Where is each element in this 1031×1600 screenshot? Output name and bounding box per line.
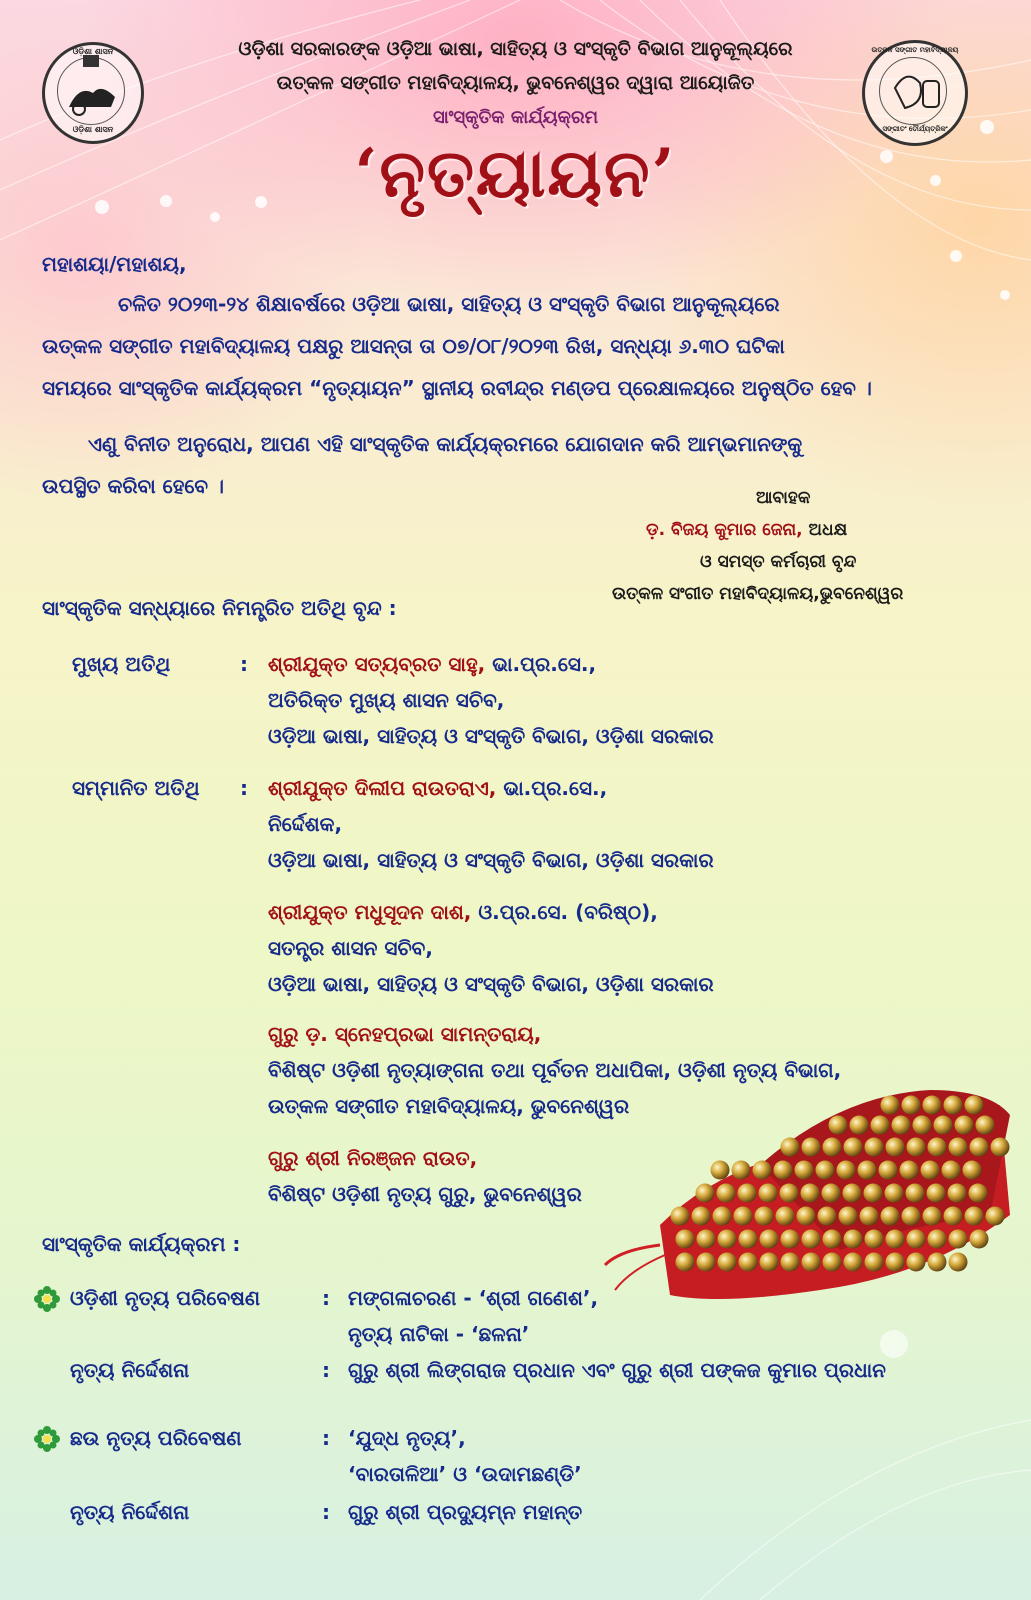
bell-icon	[844, 1138, 863, 1157]
paragraph-1-line-2: ଉତ୍କଳ ସଙ୍ଗୀତ ମହାବିଦ୍ୟାଳୟ ପକ୍ଷରୁ ଆସନ୍ତା ତା ୦୭/୦୮/୨୦୨୩ ରିଖ, ସନ୍ଧ୍ୟା ୬.୩୦ ଘଟିକା	[42, 334, 785, 358]
chief-guest-label: ମୁଖ୍ୟ ଅତିଥି	[72, 652, 171, 676]
bell-icon	[969, 1184, 988, 1203]
bell-icon	[864, 1184, 883, 1203]
bell-icon	[818, 1207, 837, 1226]
bell-icon	[780, 1184, 799, 1203]
honoured-guest-2-line-3: ଓଡ଼ିଆ ଭାଷା, ସାହିତ୍ୟ ଓ ସଂସ୍କୃତି ବିଭାଗ, ଓଡ଼ିଶା ସରକାର	[268, 972, 714, 996]
bell-icon	[986, 1207, 1005, 1226]
bell-icon	[886, 1138, 905, 1157]
honoured-guest-3-line-2: ବିଶିଷ୍ଟ ଓଡ଼ିଶୀ ନୃତ୍ୟାଙ୍ଗନା ତଥା ପୂର୍ବତନ ଅଧାପିକା, ଓଡ଼ିଶୀ ନୃତ୍ୟ ବିଭାଗ,	[268, 1058, 842, 1082]
bell-icon	[843, 1184, 862, 1203]
odissi-direction-label: ନୃତ୍ୟ ନିର୍ଦ୍ଦେଶନା	[70, 1358, 190, 1382]
bell-icon	[902, 1096, 921, 1115]
bell-icon	[949, 1230, 968, 1249]
bell-icon	[907, 1138, 926, 1157]
honoured-guest-1-line-2: ନିର୍ଦ୍ଦେଶକ,	[268, 812, 343, 836]
bell-icon	[697, 1253, 716, 1272]
honoured-guest-label: ସମ୍ମାନିତ ଅତିଥି	[72, 776, 200, 800]
bell-icon	[858, 1161, 877, 1180]
bell-icon	[991, 1138, 1010, 1157]
chhau-direction-colon: :	[322, 1500, 330, 1524]
bell-icon	[776, 1207, 795, 1226]
paragraph-2-line-2: ଉପସ୍ଥିତ କରିବା ହେବେ ।	[42, 474, 224, 498]
bell-icon	[902, 1207, 921, 1226]
bell-icon	[759, 1184, 778, 1203]
bell-icon	[948, 1184, 967, 1203]
bell-icon	[871, 1116, 890, 1135]
bell-icon	[739, 1253, 758, 1272]
bell-icon	[823, 1138, 842, 1157]
honoured-guest-4-line-2: ବିଶିଷ୍ଟ ଓଡ଼ିଶୀ ନୃତ୍ୟ ଗୁରୁ, ଭୁବନେଶ୍ୱର	[268, 1182, 582, 1206]
honoured-guest-4-name: ଗୁରୁ ଶ୍ରୀ ନିରଞ୍ଜନ ରାଉତ,	[268, 1146, 478, 1170]
bell-icon	[934, 1116, 953, 1135]
bell-icon	[900, 1161, 919, 1180]
bell-icon	[823, 1253, 842, 1272]
chief-guest-name: ଶ୍ରୀଯୁକ୍ତ ସତ୍ୟବ୍ରତ ସାହୁ,	[268, 652, 486, 676]
honoured-guest-1-name: ଶ୍ରୀଯୁକ୍ତ ଦିଲୀପ ରାଉତରାଏ,	[268, 776, 497, 800]
bell-icon	[955, 1116, 974, 1135]
bell-icon	[928, 1138, 947, 1157]
bell-icon	[739, 1230, 758, 1249]
bell-icon	[713, 1207, 732, 1226]
bell-icon	[697, 1230, 716, 1249]
chhau-direction-label: ନୃତ୍ୟ ନିର୍ଦ୍ଦେଶନା	[70, 1500, 190, 1524]
bell-icon	[963, 1161, 982, 1180]
bell-icon	[944, 1207, 963, 1226]
odissi-direction-colon: :	[322, 1358, 330, 1382]
bell-icon	[829, 1116, 848, 1135]
bell-icon	[879, 1161, 898, 1180]
bell-icon	[837, 1161, 856, 1180]
bell-icon	[965, 1096, 984, 1115]
paragraph-1-line-3: ସମୟରେ ସାଂସ୍କୃତିକ କାର୍ଯ୍ୟକ୍ରମ “ନୃତ୍ୟାୟନ” ସ୍ଥାନୀୟ ରବୀନ୍ଦ୍ର ମଣ୍ଡପ ପ୍ରେକ୍ଷାଳୟରେ ଅନୁଷ୍ଠିତ ହେବ ।	[42, 376, 872, 400]
host-name-line	[646, 520, 847, 540]
guests-heading: ସାଂସ୍କୃତିକ ସନ୍ଧ୍ୟାରେ ନିମନ୍ତ୍ରିତ ଅତିଥି ବୃନ୍ଦ :	[42, 596, 397, 620]
honoured-guest-2-name-line	[268, 900, 658, 924]
bell-icon	[923, 1096, 942, 1115]
bell-icon	[781, 1230, 800, 1249]
bell-icon	[886, 1253, 905, 1272]
bell-icon	[970, 1230, 989, 1249]
chhau-direction: ଗୁରୁ ଶ୍ରୀ ପ୍ରଦ୍ୟୁମ୍ନ ମହାନ୍ତ	[348, 1500, 583, 1524]
flower-bullet-icon	[32, 1424, 62, 1454]
bell-icon	[881, 1207, 900, 1226]
bell-icon	[907, 1253, 926, 1272]
bell-icon	[928, 1230, 947, 1249]
bell-icon	[823, 1230, 842, 1249]
chief-guest-name-line	[268, 652, 596, 676]
bell-icon	[692, 1207, 711, 1226]
ghungroo-bells-image	[600, 1075, 1020, 1335]
bell-icon	[949, 1138, 968, 1157]
emblem-top-text: ଓଡ଼ିଶା ଶାସନ	[72, 47, 114, 56]
bell-icon	[781, 1253, 800, 1272]
chief-guest-suffix: ଭା.ପ୍ର.ସେ.,	[492, 652, 597, 676]
bell-icon	[802, 1230, 821, 1249]
bell-icon	[718, 1253, 737, 1272]
bell-icon	[913, 1116, 932, 1135]
bell-icon	[944, 1096, 963, 1115]
bell-icon	[892, 1116, 911, 1135]
bell-icon	[906, 1184, 925, 1203]
host-label: ଆବାହକ	[756, 488, 811, 508]
odissi-item-1: ମଙ୍ଗଳାଚରଣ - ‘ଶ୍ରୀ ଗଣେଶ’,	[348, 1286, 599, 1310]
paragraph-1-line-1: ଚଳିତ ୨୦୨୩-୨୪ ଶିକ୍ଷାବର୍ଷରେ ଓଡ଼ିଆ ଭାଷା, ସାହିତ୍ୟ ଓ ସଂସ୍କୃତି ବିଭାଗ ଆନୁକୂଲ୍ୟରେ	[118, 292, 780, 316]
bell-icon	[696, 1184, 715, 1203]
bell-icon	[671, 1207, 690, 1226]
bell-icon	[676, 1230, 695, 1249]
bell-icon	[970, 1138, 989, 1157]
bell-icon	[781, 1138, 800, 1157]
bell-icon	[734, 1207, 753, 1226]
emblem-bottom-text: ସଙ୍ଗୀତଂ ତୌର୍ଯ୍ୟତ୍ରିକଂ	[882, 125, 948, 133]
bell-icon	[732, 1161, 751, 1180]
bell-icon	[976, 1116, 995, 1135]
bell-icon	[965, 1207, 984, 1226]
bell-icon	[921, 1161, 940, 1180]
bell-icon	[865, 1230, 884, 1249]
bell-icon	[850, 1116, 869, 1135]
honoured-guest-1-suffix: ଭା.ପ୍ର.ସେ.,	[503, 776, 608, 800]
chief-guest-colon: :	[240, 652, 248, 676]
bell-icon	[718, 1230, 737, 1249]
chhau-label: ଛଉ ନୃତ୍ୟ ପରିବେଷଣ	[70, 1426, 242, 1450]
honoured-guest-2-line-2: ସତନ୍ତ୍ର ଶାସନ ସଚିବ,	[268, 936, 433, 960]
bokeh-dot	[1000, 290, 1010, 300]
bell-icon	[802, 1138, 821, 1157]
bell-icon	[774, 1161, 793, 1180]
bell-icon	[886, 1230, 905, 1249]
bell-icon	[885, 1184, 904, 1203]
bell-icon	[711, 1161, 730, 1180]
chief-guest-line-2: ଅତିରିକ୍ତ ମୁଖ୍ୟ ଶାସନ ସଚିବ,	[268, 688, 505, 712]
bell-icon	[865, 1253, 884, 1272]
host-line-3: ଉତ୍କଳ ସଂଗୀତ ମହାବିଦ୍ୟାଳୟ,ଭୁବନେଶ୍ୱର	[612, 584, 904, 604]
emblem-top-text: ଉତ୍କଳ ସଙ୍ଗୀତ ମହାବିଦ୍ୟାଳୟ	[871, 46, 959, 54]
bell-icon	[928, 1253, 947, 1272]
bell-icon	[760, 1253, 779, 1272]
bell-icon	[881, 1096, 900, 1115]
odissi-label: ଓଡ଼ିଶୀ ନୃତ୍ୟ ପରିବେଷଣ	[70, 1286, 260, 1310]
bell-icon	[839, 1207, 858, 1226]
host-name: ଡ଼. ବିଜୟ କୁମାର ଜେନା,	[646, 520, 803, 540]
bell-icon	[816, 1161, 835, 1180]
bell-icon	[844, 1230, 863, 1249]
chhau-item-1: ‘ଯୁଦ୍ଧ ନୃତ୍ୟ’,	[348, 1426, 466, 1450]
programme-heading: ସାଂସ୍କୃତିକ କାର୍ଯ୍ୟକ୍ରମ :	[42, 1232, 241, 1256]
host-role: ଅଧକ୍ଷ	[808, 520, 848, 540]
honoured-guest-2-suffix: ଓ.ପ୍ର.ସେ. (ବରିଷ୍ଠ),	[478, 900, 658, 924]
bell-icon	[923, 1207, 942, 1226]
emblem-bottom-text: ଓଡ଼ିଶା ଶାସନ	[72, 125, 114, 134]
honoured-guest-2-name: ଶ୍ରୀଯୁକ୍ତ ମଧୁସୂଦନ ଦାଶ,	[268, 900, 472, 924]
bell-icon	[717, 1184, 736, 1203]
bell-icon	[760, 1230, 779, 1249]
bell-icon	[860, 1207, 879, 1226]
bell-icon	[755, 1207, 774, 1226]
header-line-3: ସାଂସ୍କୃତିକ କାର୍ଯ୍ୟକ୍ରମ	[432, 107, 599, 128]
chief-guest-line-3: ଓଡ଼ିଆ ଭାଷା, ସାହିତ୍ୟ ଓ ସଂସ୍କୃତି ବିଭାଗ, ଓଡ଼ିଶା ସରକାର	[268, 724, 714, 748]
paragraph-2-line-1: ଏଣୁ ବିନୀତ ଅନୁରୋଧ, ଆପଣ ଏହି ସାଂସ୍କୃତିକ କାର୍ଯ୍ୟକ୍ରମରେ ଯୋଗଦାନ କରି ଆମ୍ଭମାନଙ୍କୁ	[88, 432, 803, 456]
honoured-guest-colon: :	[240, 776, 248, 800]
odissi-item-2: ନୃତ୍ୟ ନାଟିକା - ‘ଛଳନା’	[348, 1322, 530, 1346]
bell-icon	[738, 1184, 757, 1203]
bell-icon	[844, 1253, 863, 1272]
header-line-2: ଉତ୍କଳ ସଙ୍ଗୀତ ମହାବିଦ୍ୟାଳୟ, ଭୁବନେଶ୍ୱର ଦ୍ୱାରା ଆୟୋଜିତ	[276, 72, 755, 94]
honoured-guest-1-name-line	[268, 776, 607, 800]
bell-icon	[801, 1184, 820, 1203]
bell-icon	[927, 1184, 946, 1203]
event-title: ‘ନୃତ୍ୟାୟନ’	[354, 134, 677, 212]
chhau-item-2: ‘ବାରତାଳିଆ’ ଓ ‘ଉଦାମଛଣ୍ଡି’	[348, 1462, 582, 1486]
bell-icon	[795, 1161, 814, 1180]
bell-icon	[676, 1253, 695, 1272]
bell-icon	[802, 1253, 821, 1272]
bell-icon	[797, 1207, 816, 1226]
salutation: ମହାଶୟା/ମହାଶୟ,	[42, 252, 187, 276]
bell-icon	[753, 1161, 772, 1180]
odissi-colon: :	[322, 1286, 330, 1310]
bell-icon	[907, 1230, 926, 1249]
honoured-guest-3-name: ଗୁରୁ ଡ଼. ସ୍ନେହପ୍ରଭା ସାମନ୍ତରାୟ,	[268, 1022, 542, 1046]
flower-bullet-icon	[32, 1284, 62, 1314]
chhau-colon: :	[322, 1426, 330, 1450]
honoured-guest-1-line-3: ଓଡ଼ିଆ ଭାଷା, ସାହିତ୍ୟ ଓ ସଂସ୍କୃତି ବିଭାଗ, ଓଡ଼ିଶା ସରକାର	[268, 848, 714, 872]
bokeh-dot	[950, 250, 962, 262]
honoured-guest-3-line-3: ଉତ୍କଳ ସଙ୍ଗୀତ ମହାବିଦ୍ୟାଳୟ, ଭୁବନେଶ୍ୱର	[268, 1094, 630, 1118]
bell-icon	[865, 1138, 884, 1157]
bell-icon	[949, 1253, 968, 1272]
odissi-direction: ଗୁରୁ ଶ୍ରୀ ଲିଙ୍ଗରାଜ ପ୍ରଧାନ ଏବଂ ଗୁରୁ ଶ୍ରୀ ପଙ୍କଜ କୁମାର ପ୍ରଧାନ	[348, 1358, 886, 1382]
host-line-2: ଓ ସମସ୍ତ କର୍ମଚାରୀ ବୃନ୍ଦ	[700, 552, 857, 572]
bell-icon	[822, 1184, 841, 1203]
bell-icon	[942, 1161, 961, 1180]
header-line-1: ଓଡ଼ିଶା ସରକାରଙ୍କ ଓଡ଼ିଆ ଭାଷା, ସାହିତ୍ୟ ଓ ସଂସ୍କୃତି ବିଭାଗ ଆନୁକୂଲ୍ୟରେ	[238, 38, 793, 60]
